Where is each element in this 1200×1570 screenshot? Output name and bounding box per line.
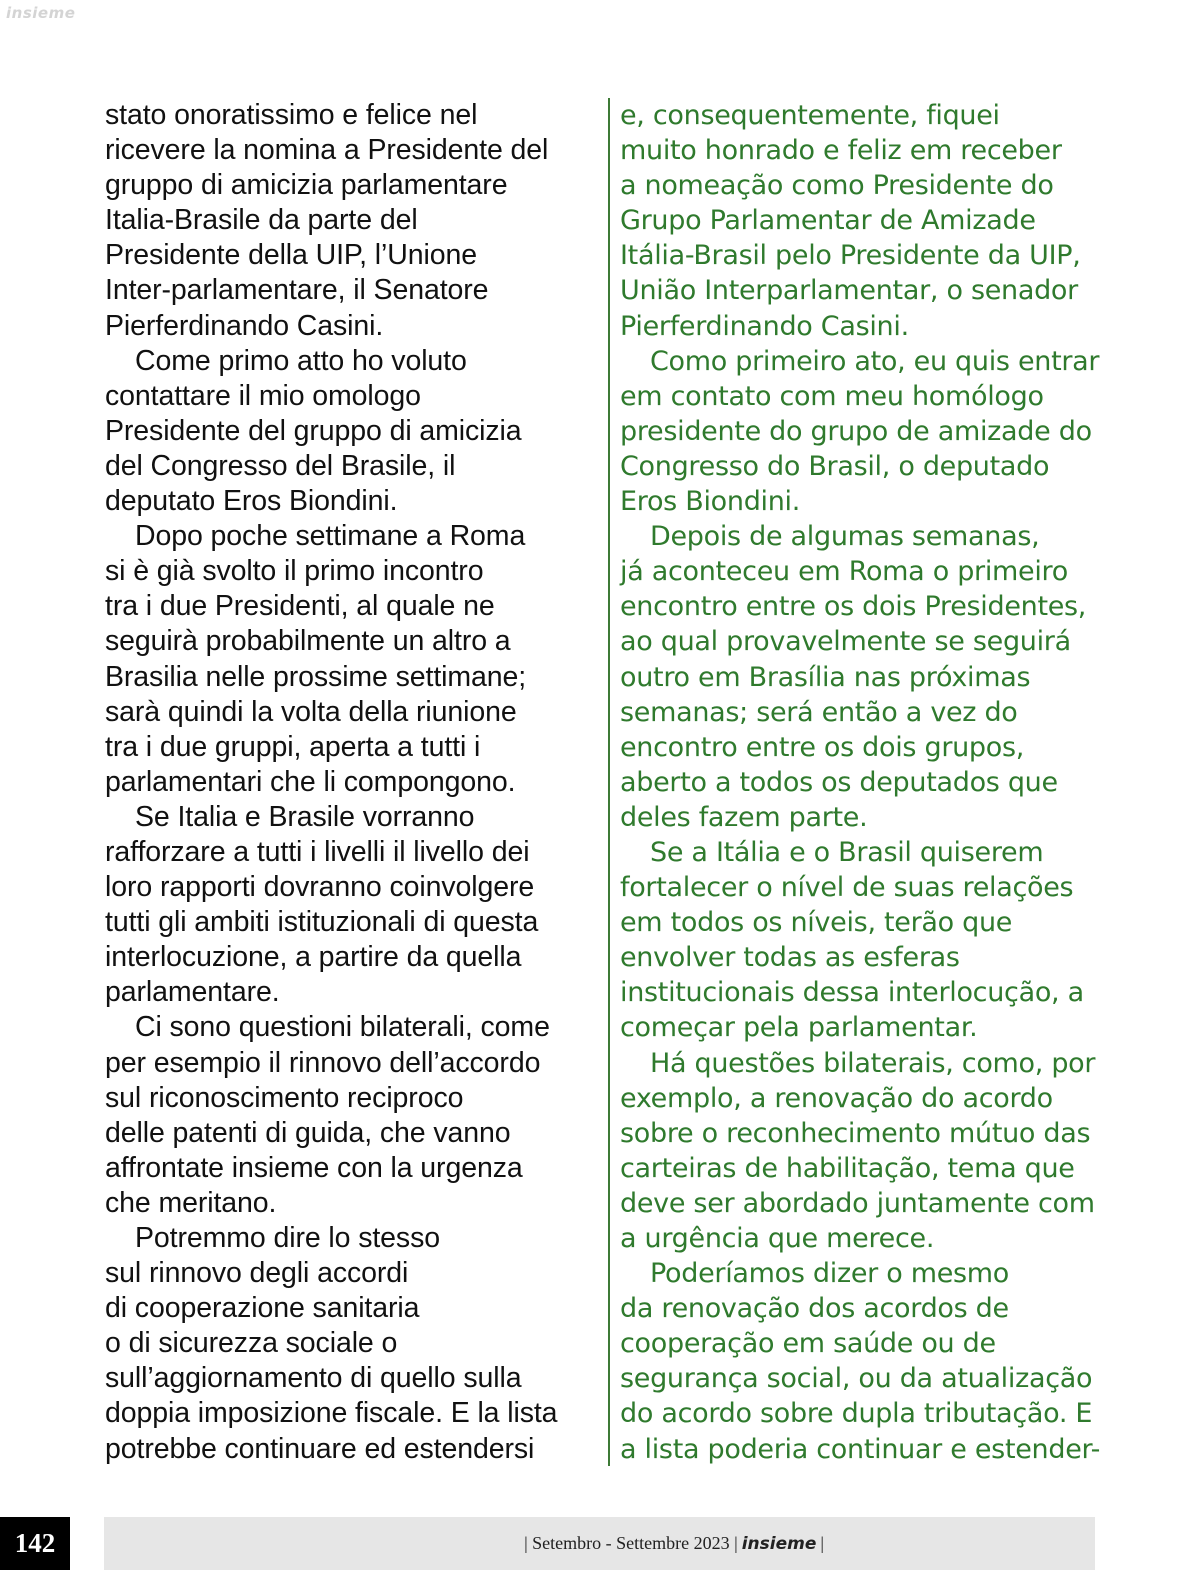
- text-line: Há questões bilaterais, como, por: [650, 1047, 1096, 1079]
- text-line: em todos os níveis, terão que: [620, 907, 1013, 939]
- text-line: contattare il mio omologo: [105, 379, 421, 412]
- text-line: institucionais dessa interlocução, a: [620, 977, 1084, 1009]
- text-line: Eros Biondini.: [620, 486, 801, 518]
- text-line: Potremmo dire lo stesso: [135, 1222, 440, 1254]
- text-line: Come primo atto ho voluto: [135, 344, 467, 377]
- text-line: parlamentari che li compongono.: [105, 765, 516, 798]
- text-line: parlamentare.: [105, 976, 280, 1009]
- text-line: si è già svolto il primo incontro: [105, 555, 484, 588]
- text-line: tra i due Presidenti, al quale ne: [105, 590, 495, 623]
- text-line: fortalecer o nível de suas relações: [620, 872, 1074, 904]
- text-line: o di sicurezza sociale o: [105, 1327, 398, 1360]
- text-line: di cooperazione sanitaria: [105, 1292, 420, 1325]
- footer-issue-text: [104, 1517, 824, 1570]
- text-line: da renovação dos acordos de: [620, 1293, 1009, 1325]
- text-line: ao qual provavelmente se seguirá: [620, 626, 1071, 658]
- text-line: presidente do grupo de amizade do: [620, 415, 1092, 447]
- text-line: carteiras de habilitação, tema que: [620, 1152, 1075, 1184]
- text-line: Pierferdinando Casini.: [620, 310, 909, 342]
- text-line: aberto a todos os deputados que: [620, 766, 1058, 798]
- text-line: rafforzare a tutti i livelli il livello dei: [105, 835, 530, 868]
- text-line: a urgência que merece.: [620, 1223, 935, 1254]
- text-line: sul rinnovo degli accordi: [105, 1257, 409, 1290]
- text-line: Pierferdinando Casini.: [105, 309, 384, 342]
- text-line: gruppo di amicizia parlamentare: [105, 169, 508, 202]
- text-line: ricevere la nomina a Presidente del: [105, 134, 549, 167]
- text-line: Inter-parlamentare, il Senatore: [105, 274, 489, 307]
- text-line: Congresso do Brasil, o deputado: [620, 450, 1050, 482]
- text-line: muito honrado e feliz em receber: [620, 135, 1062, 167]
- text-line: interlocuzione, a partire da quella: [105, 941, 522, 974]
- text-line: e, consequentemente, fiquei: [620, 100, 1000, 131]
- text-line: já aconteceu em Roma o primeiro: [620, 556, 1068, 588]
- text-line: Brasilia nelle prossime settimane;: [105, 660, 527, 693]
- text-line: che meritano.: [105, 1186, 277, 1219]
- text-line: sul riconoscimento reciproco: [105, 1081, 464, 1114]
- text-line: stato onoratissimo e felice nel: [105, 99, 478, 131]
- text-line: começar pela parlamentar.: [620, 1012, 978, 1044]
- footer-suffix: |: [820, 1533, 824, 1553]
- text-line: Se Italia e Brasile vorranno: [135, 800, 475, 833]
- page-number: 142: [0, 1517, 70, 1570]
- text-line: delle patenti di guida, che vanno: [105, 1116, 511, 1149]
- text-line: tra i due gruppi, aperta a tutti i: [105, 730, 481, 763]
- text-line: Ci sono questioni bilaterali, come: [135, 1011, 550, 1044]
- text-line: affrontate insieme con la urgenza: [105, 1151, 523, 1184]
- text-line: tutti gli ambiti istituzionali di questa: [105, 906, 539, 939]
- text-line: Itália-Brasil pelo Presidente da UIP,: [620, 240, 1081, 272]
- text-line: per esempio il rinnovo dell’accordo: [105, 1046, 541, 1079]
- insieme-watermark: insieme: [6, 4, 76, 22]
- text-line: a nomeação como Presidente do: [620, 170, 1054, 202]
- text-line: encontro entre os dois Presidentes,: [620, 591, 1087, 623]
- text-line: deputato Eros Biondini.: [105, 485, 398, 518]
- text-line: outro em Brasília nas próximas: [620, 661, 1031, 693]
- footer-brand-logo: insieme: [741, 1533, 817, 1554]
- text-line: loro rapporti dovranno coinvolgere: [105, 871, 535, 904]
- text-line: Se a Itália e o Brasil quiserem: [650, 836, 1044, 868]
- italian-column: [105, 98, 595, 1467]
- text-line: exemplo, a renovação do acordo: [620, 1082, 1053, 1114]
- text-line: Presidente della UIP, l’Unione: [105, 239, 477, 272]
- text-line: Poderíamos dizer o mesmo: [650, 1258, 1010, 1290]
- text-line: cooperação em saúde ou de: [620, 1328, 996, 1360]
- text-line: Grupo Parlamentar de Amizade: [620, 205, 1036, 237]
- text-line: sobre o reconhecimento mútuo das: [620, 1117, 1091, 1149]
- text-line: Como primeiro ato, eu quis entrar: [650, 345, 1100, 377]
- text-line: seguirà probabilmente un altro a: [105, 625, 511, 658]
- text-line: doppia imposizione fiscale. E la lista: [105, 1397, 558, 1430]
- text-line: potrebbe continuare ed estendersi: [105, 1432, 535, 1465]
- text-line: em contato com meu homólogo: [620, 380, 1044, 412]
- text-line: encontro entre os dois grupos,: [620, 731, 1025, 763]
- text-line: del Congresso del Brasile, il: [105, 449, 456, 482]
- text-line: Italia-Brasile da parte del: [105, 204, 418, 237]
- text-line: deve ser abordado juntamente com: [620, 1187, 1095, 1219]
- footer-date: | Setembro - Settembre 2023 |: [524, 1533, 738, 1553]
- text-line: segurança social, ou da atualização: [620, 1363, 1093, 1395]
- text-line: sarà quindi la volta della riunione: [105, 695, 517, 728]
- column-divider: [608, 98, 610, 1466]
- portuguese-column: [620, 98, 1120, 1467]
- text-line: União Interparlamentar, o senador: [620, 275, 1078, 307]
- text-line: Presidente del gruppo di amicizia: [105, 414, 522, 447]
- text-line: Dopo poche settimane a Roma: [135, 520, 526, 553]
- text-line: sull’aggiornamento di quello sulla: [105, 1362, 522, 1395]
- text-line: Depois de algumas semanas,: [650, 521, 1040, 553]
- text-line: a lista poderia continuar e estender-: [620, 1433, 1101, 1465]
- text-line: envolver todas as esferas: [620, 942, 960, 974]
- text-line: deles fazem parte.: [620, 801, 868, 833]
- text-line: do acordo sobre dupla tributação. E: [620, 1398, 1093, 1430]
- text-line: semanas; será então a vez do: [620, 696, 1018, 728]
